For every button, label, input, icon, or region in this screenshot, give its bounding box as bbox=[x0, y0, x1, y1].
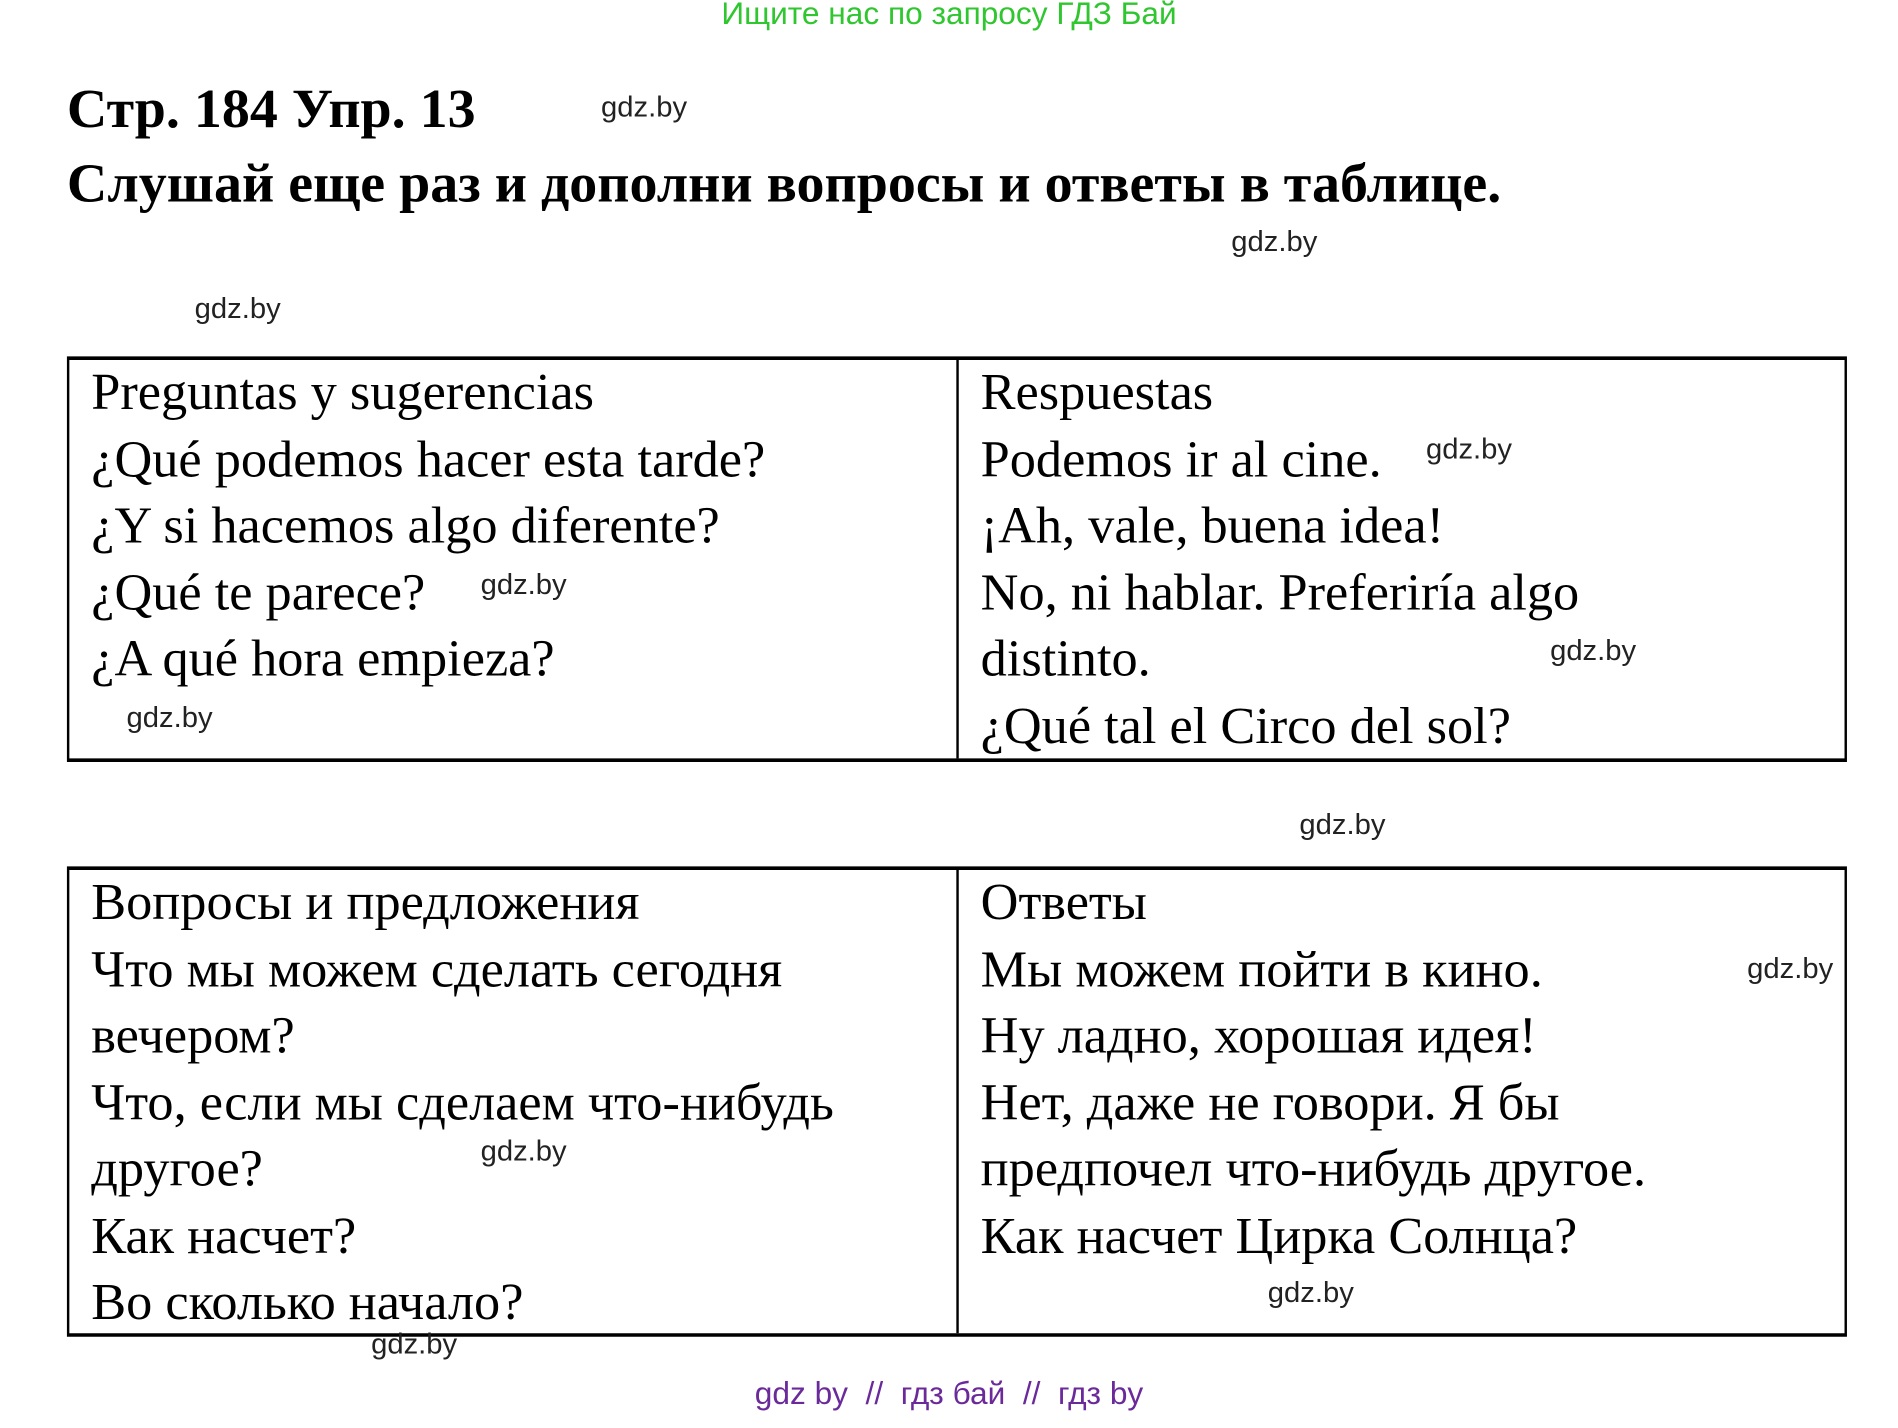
table-cell-line: Respuestas bbox=[980, 364, 1214, 422]
table-cell-line: Мы можем пойти в кино. bbox=[980, 941, 1543, 998]
watermark: gdz.by bbox=[1747, 952, 1834, 986]
watermark: gdz.by bbox=[1231, 225, 1318, 258]
table-cell-line: ¿Y si hacemos algo diferente? bbox=[91, 498, 720, 555]
watermark: gdz.by bbox=[371, 1328, 458, 1361]
table-cell-line: Во сколько начало? bbox=[91, 1274, 524, 1331]
search-banner: Ищите нас по запросу ГДЗ Бай bbox=[721, 0, 1177, 32]
table-cell-line: Как насчет? bbox=[91, 1207, 357, 1265]
watermark: gdz.by bbox=[480, 1135, 567, 1168]
table-cell-line: предпочел что-нибудь другое. bbox=[980, 1141, 1647, 1198]
instruction: Слушай еще раз и дополни вопросы и ответы в таблице. bbox=[66, 152, 1502, 214]
table-cell-line: Что, если мы сделаем что-нибудь bbox=[91, 1074, 834, 1131]
table-cell-line: distinto. bbox=[980, 631, 1151, 688]
watermark: gdz.by bbox=[1425, 433, 1513, 466]
table-cell-line: ¿Qué te parece? bbox=[91, 564, 426, 621]
table-cell-line: Как насчет Цирка Солнца? bbox=[980, 1207, 1578, 1265]
page-title: Стр. 184 Упр. 13 bbox=[66, 78, 476, 140]
table-cell-line: ¡Ah, vale, buena idea! bbox=[980, 498, 1445, 555]
table-cell-line: ¿Qué tal el Circo del sol? bbox=[980, 697, 1511, 755]
table-cell-line: другое? bbox=[91, 1141, 263, 1198]
questions-column-es bbox=[69, 360, 958, 758]
table-cell-line: Ну ладно, хорошая идея! bbox=[980, 1008, 1537, 1065]
table-cell-line: ¿A qué hora empieza? bbox=[91, 631, 555, 688]
watermark: gdz.by bbox=[601, 91, 688, 124]
answers-column-es bbox=[959, 360, 1845, 758]
watermark: gdz.by bbox=[1550, 634, 1637, 668]
table-cell-line: Ответы bbox=[980, 874, 1147, 932]
table-cell-line: Вопросы и предложения bbox=[91, 874, 640, 932]
watermark: gdz.by bbox=[480, 568, 567, 602]
table-cell-line: Что мы можем сделать сегодня bbox=[91, 941, 783, 998]
watermark: gdz.by bbox=[126, 702, 213, 735]
russian-table bbox=[67, 866, 1847, 1336]
watermark: gdz.by bbox=[1299, 808, 1386, 842]
table-cell-line: ¿Qué podemos hacer esta tarde? bbox=[91, 431, 766, 488]
questions-column-ru bbox=[69, 870, 958, 1333]
watermark: gdz.by bbox=[1267, 1276, 1354, 1310]
table-cell-line: вечером? bbox=[91, 1008, 295, 1065]
table-cell-line: Preguntas y sugerencias bbox=[91, 364, 594, 422]
table-cell-line: Нет, даже не говори. Я бы bbox=[980, 1074, 1560, 1131]
table-cell-line: No, ni hablar. Preferiría algo bbox=[980, 564, 1580, 621]
spanish-table bbox=[67, 356, 1847, 762]
footer-links: gdz by // гдз бай // гдз by bbox=[754, 1375, 1144, 1412]
answers-column-ru bbox=[959, 870, 1845, 1333]
table-cell-line: Podemos ir al cine. bbox=[980, 431, 1382, 488]
watermark: gdz.by bbox=[194, 292, 281, 326]
